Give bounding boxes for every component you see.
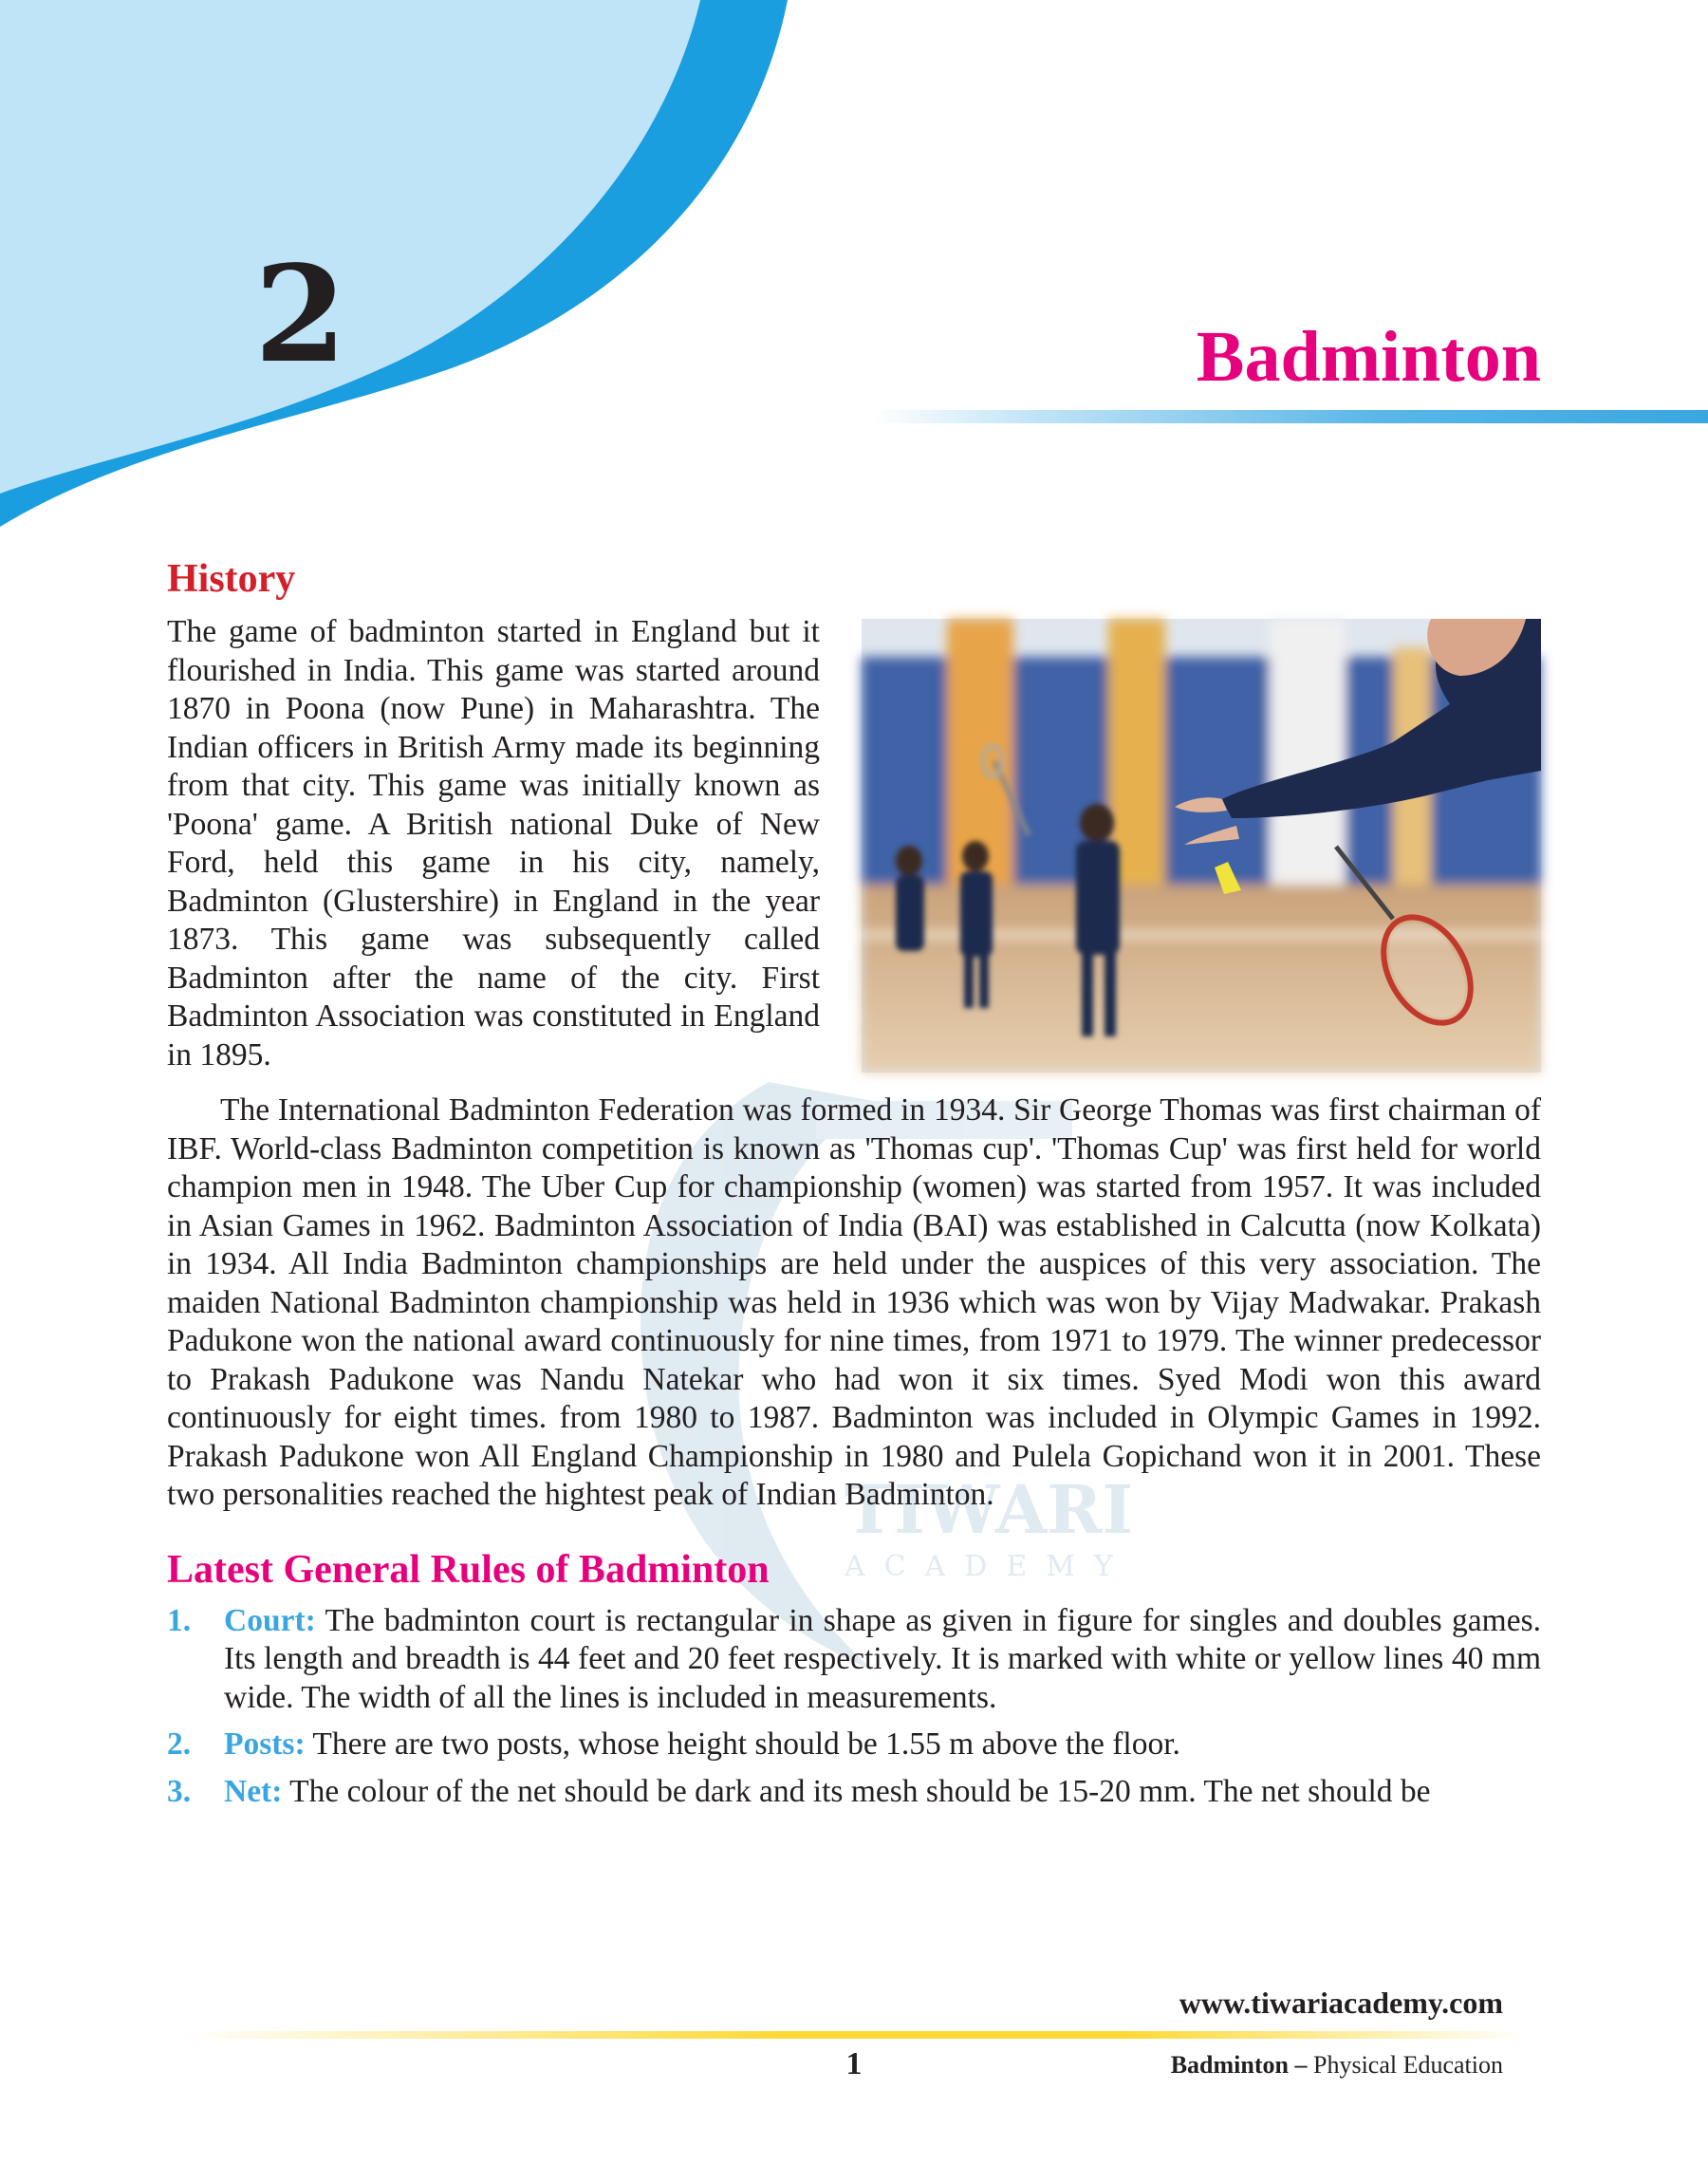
footer-caption-subject: Badminton – [1170,2051,1308,2079]
rule-label: Posts: [224,1726,306,1762]
website-link[interactable]: www.tiwariacademy.com [1179,1986,1503,2020]
watermark-brand-text: TIWARI [845,1470,1134,1549]
rule-number: 2. [167,1726,192,1762]
rule-item-net [167,1773,1541,1812]
page-number: 1 [845,2046,863,2081]
footer-divider [180,2031,1528,2039]
corner-swoosh-graphic [0,0,788,532]
rule-number: 3. [167,1773,192,1809]
badminton-photo [862,619,1541,1073]
page-content [167,550,1541,1819]
rules-list [167,1602,1541,1812]
rule-label: Court: [224,1602,316,1638]
footer-caption [1171,2051,1503,2080]
rule-label: Net: [224,1773,283,1809]
footer-caption-book: Physical Education [1307,2051,1503,2079]
rule-item-posts [167,1726,1541,1764]
history-paragraph-2: The International Badminton Federation was formed in 1934. Sir George Thomas was first chairman of IBF. World-class Badminton competition is known as 'Thomas cup'. 'Thomas Cup' was first held for world champion men in 1948. The Uber Cup for championship (women) was started from 1957. It was included in Asian Games in 1962. Badminton Association of India (BAI) was established in Calcutta (now Kolkata) in 1934. All India Badminton championships are held under the auspices of this very association. The maiden National Badminton championship was held in 1936 which was won by Vijay Madwakar. Prakash Padukone won the national award continuously for nine times, from 1971 to 1979. The winner predecessor to Prakash Padukone was Nandu Natekar who had won it six times. Syed Modi won this award continuously for eight times. from 1980 to 1987. Badminton was included in Olympic Games in 1992. Prakash Padukone won All England Championship in 1980 and Pulela Gopichand won it in 2001. These two personalities reached the hightest peak of Indian Badminton. [167,1092,1541,1512]
badminton-players-illustration [862,619,1541,1073]
rule-number: 1. [167,1602,192,1638]
history-paragraph-1: The game of badminton started in England but it flourished in India. This game was started around 1870 in Poona (now Pune) in Maharashtra. The Indian officers in British Army made its beginning from that city. This game was initially known as 'Poona' game. A British national Duke of New Ford, held this game in his city, namely, Badminton (Glustershire) in England in the year 1873. This game was subsequently called Badminton after the name of the city. First Badminton Association was constituted in England in 1895. [167,614,820,1073]
rule-text: There are two posts, whose height should be 1.55 m above the floor. [305,1726,1180,1762]
rule-text: The badminton court is rectangular in shape as given in figure for singles and doubles games. Its length and breadth is 44 feet and 20 feet respectively. It is marked with white or yellow lines 40 mm wide. The width of all the lines is included in measurements. [224,1602,1541,1715]
history-heading: History [167,557,296,601]
title-underline-bar [873,410,1708,423]
rule-text: The colour of the net should be dark and its mesh should be 15-20 mm. The net should be [282,1773,1431,1809]
chapter-number: 2 [254,237,347,393]
rule-item-court [167,1602,1541,1718]
watermark-sub-text: ACADEMY [845,1550,1132,1583]
chapter-title: Badminton [1196,317,1541,397]
rules-heading: Latest General Rules of Badminton [167,1547,770,1592]
